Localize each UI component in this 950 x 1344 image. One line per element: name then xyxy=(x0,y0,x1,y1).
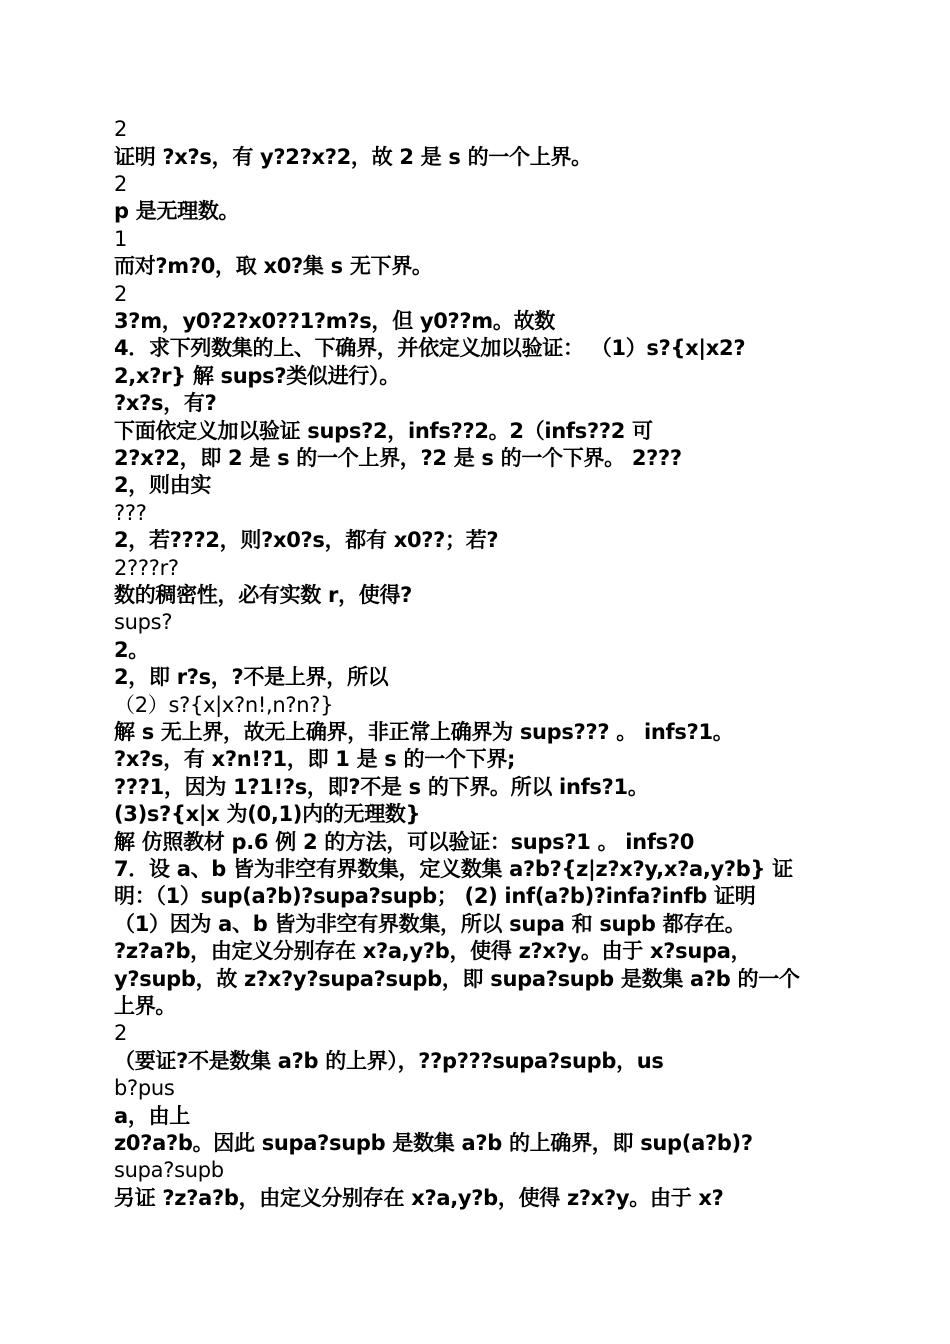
text-line: 明：（1）sup(a?b)?supa?supb； (2) inf(a?b)?infa?infb 证明 xyxy=(114,884,756,908)
text-line: a，由上 xyxy=(114,1104,190,1128)
text-line: 2，若???2，则?x0?s，都有 x0??；若? xyxy=(114,528,499,552)
text-line: 2 xyxy=(114,1021,128,1045)
text-line: 上界。 xyxy=(114,994,177,1018)
text-line: b?pus xyxy=(114,1076,175,1100)
text-line: 证明 ?x?s，有 y?2?x?2，故 2 是 s 的一个上界。 xyxy=(114,145,592,169)
text-line: ?x?s，有? xyxy=(114,391,217,415)
text-line: p 是无理数。 xyxy=(114,199,240,223)
text-line: sups? xyxy=(114,610,173,634)
text-line: 2，则由实 xyxy=(114,473,212,497)
text-line: 2 xyxy=(114,117,128,141)
text-line: ???1，因为 1?1!?s，即?不是 s 的下界。所以 infs?1。 xyxy=(114,775,649,799)
text-line: （要证?不是数集 a?b 的上界），??p???supa?supb，us xyxy=(114,1049,664,1073)
text-line: 2 xyxy=(114,172,128,196)
text-line: 2，即 r?s，?不是上界，所以 xyxy=(114,665,389,689)
text-line: 2。 xyxy=(114,638,150,662)
text-line: 另证 ?z?a?b，由定义分别存在 x?a,y?b，使得 z?x?y。由于 x? xyxy=(114,1186,724,1210)
text-line: z0?a?b。因此 supa?supb 是数集 a?b 的上确界，即 sup(a?b)? xyxy=(114,1131,753,1155)
text-line: ?z?a?b，由定义分别存在 x?a,y?b，使得 z?x?y。由于 x?supa， xyxy=(114,939,752,963)
text-line: ??? xyxy=(114,501,147,525)
text-line: 3?m，y0?2?x0??1?m?s，但 y0??m。故数 xyxy=(114,309,555,333)
text-line: (3)s?{x|x 为(0,1)内的无理数} xyxy=(114,802,421,826)
text-line: 4．求下列数集的上、下确界，并依定义加以验证： （1）s?{x|x2? xyxy=(114,336,746,360)
text-line: 解 s 无上界，故无上确界，非正常上确界为 sups??? 。 infs?1。 xyxy=(114,720,734,744)
text-line: 解 仿照教材 p.6 例 2 的方法，可以验证：sups?1 。 infs?0 xyxy=(114,830,695,854)
text-line: 1 xyxy=(114,227,128,251)
text-line: 下面依定义加以验证 sups?2，infs??2。2（infs??2 可 xyxy=(114,419,653,443)
text-line: 2 xyxy=(114,282,128,306)
text-line: supa?supb xyxy=(114,1158,224,1182)
text-line: 2?x?2，即 2 是 s 的一个上界，?2 是 s 的一个下界。 2??? xyxy=(114,446,682,470)
text-line: y?supb，故 z?x?y?supa?supb，即 supa?supb 是数集 a?b 的一个 xyxy=(114,967,800,991)
text-line: 2???r? xyxy=(114,556,179,580)
text-line: ?x?s，有 x?n!?1，即 1 是 s 的一个下界; xyxy=(114,747,516,771)
text-line: 7．设 a、b 皆为非空有界数集，定义数集 a?b?{z|z?x?y,x?a,y?b} 证 xyxy=(114,857,793,881)
text-line: （2）s?{x|x?n!,n?n?} xyxy=(114,693,334,717)
text-line: 2,x?r} 解 sups?类似进行）。 xyxy=(114,364,400,388)
text-line: （1）因为 a、b 皆为非空有界数集，所以 supa 和 supb 都存在。 xyxy=(114,912,746,936)
text-line: 而对?m?0，取 x0?集 s 无下界。 xyxy=(114,254,433,278)
text-line: 数的稠密性，必有实数 r，使得? xyxy=(114,583,413,607)
